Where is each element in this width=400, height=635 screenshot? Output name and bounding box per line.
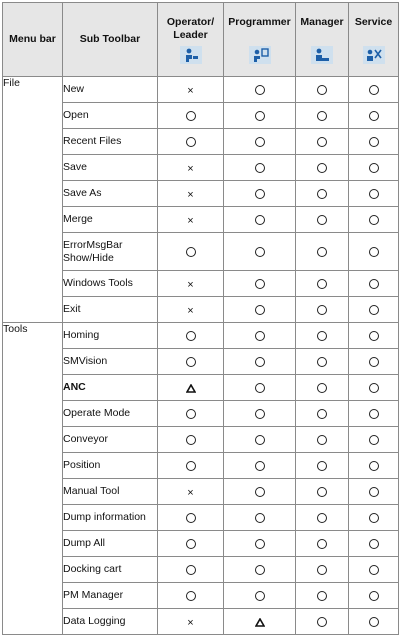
circle-mark — [255, 111, 265, 121]
permission-cell — [158, 181, 224, 207]
table-row — [3, 297, 399, 323]
circle-mark — [317, 247, 327, 257]
permission-cell — [296, 531, 349, 557]
sub-toolbar-cell: Homing — [63, 323, 158, 349]
circle-mark — [255, 591, 265, 601]
circle-mark — [317, 279, 327, 289]
circle-mark — [255, 331, 265, 341]
permission-cell — [349, 583, 399, 609]
sub-toolbar-cell: PM Manager — [63, 583, 158, 609]
circle-mark — [255, 189, 265, 199]
circle-mark — [317, 461, 327, 471]
permission-cell — [158, 401, 224, 427]
circle-mark — [369, 279, 379, 289]
permission-cell — [349, 77, 399, 103]
table-row — [3, 609, 399, 635]
permission-cell — [349, 609, 399, 635]
header-label: Programmer — [228, 15, 291, 28]
sub-toolbar-cell: New — [63, 77, 158, 103]
circle-mark — [369, 357, 379, 367]
sub-toolbar-cell: Save — [63, 155, 158, 181]
sub-toolbar-cell: Data Logging — [63, 609, 158, 635]
circle-mark — [369, 513, 379, 523]
circle-mark — [255, 163, 265, 173]
permission-cell — [158, 427, 224, 453]
header-menu-bar: Menu bar — [3, 3, 63, 77]
permission-cell — [296, 129, 349, 155]
permission-cell — [224, 375, 296, 401]
table-row — [3, 505, 399, 531]
permission-cell — [224, 323, 296, 349]
sub-toolbar-cell: ErrorMsgBar Show/Hide — [63, 233, 158, 271]
circle-mark — [369, 85, 379, 95]
permission-table — [2, 2, 399, 635]
permission-cell — [224, 349, 296, 375]
permission-cell — [296, 271, 349, 297]
header-label: Operator/ Leader — [166, 15, 215, 41]
circle-mark — [317, 565, 327, 575]
permission-cell — [158, 77, 224, 103]
circle-mark — [369, 409, 379, 419]
sub-toolbar-cell: Dump All — [63, 531, 158, 557]
circle-mark — [317, 617, 327, 627]
permission-cell — [224, 129, 296, 155]
permission-cell — [296, 233, 349, 271]
table-row — [3, 583, 399, 609]
sub-toolbar-cell: Recent Files — [63, 129, 158, 155]
permission-cell — [224, 557, 296, 583]
permission-cell — [296, 479, 349, 505]
circle-mark — [186, 461, 196, 471]
permission-cell — [349, 479, 399, 505]
sub-toolbar-cell: Docking cart — [63, 557, 158, 583]
table-row — [3, 375, 399, 401]
sub-toolbar-cell: Operate Mode — [63, 401, 158, 427]
table-row — [3, 129, 399, 155]
permission-cell — [296, 505, 349, 531]
sub-toolbar-cell: Exit — [63, 297, 158, 323]
circle-mark — [369, 487, 379, 497]
operator-icon — [180, 46, 202, 64]
permission-cell — [349, 155, 399, 181]
permission-cell — [158, 609, 224, 635]
circle-mark — [369, 435, 379, 445]
permission-cell — [224, 297, 296, 323]
circle-mark — [255, 461, 265, 471]
triangle-mark — [186, 384, 196, 393]
circle-mark — [317, 111, 327, 121]
circle-mark — [255, 539, 265, 549]
permission-cell — [349, 531, 399, 557]
circle-mark — [186, 357, 196, 367]
permission-cell — [296, 103, 349, 129]
menu-cell: Tools — [3, 323, 63, 635]
circle-mark — [255, 85, 265, 95]
circle-mark — [317, 539, 327, 549]
circle-mark — [186, 111, 196, 121]
permission-cell — [158, 233, 224, 271]
permission-cell — [349, 271, 399, 297]
table-row — [3, 453, 399, 479]
sub-toolbar-cell: Save As — [63, 181, 158, 207]
permission-cell — [158, 531, 224, 557]
circle-mark — [369, 111, 379, 121]
header-operator-leader — [158, 3, 224, 77]
circle-mark — [369, 617, 379, 627]
permission-cell — [224, 181, 296, 207]
circle-mark — [317, 591, 327, 601]
table-row — [3, 401, 399, 427]
permission-cell — [296, 583, 349, 609]
permission-cell — [296, 401, 349, 427]
permission-cell — [349, 557, 399, 583]
triangle-mark — [255, 618, 265, 627]
permission-cell — [158, 349, 224, 375]
circle-mark — [255, 513, 265, 523]
table-row — [3, 349, 399, 375]
permission-cell — [349, 323, 399, 349]
permission-cell — [349, 103, 399, 129]
table-row — [3, 181, 399, 207]
permission-cell — [296, 453, 349, 479]
circle-mark — [369, 539, 379, 549]
permission-cell — [349, 233, 399, 271]
circle-mark — [317, 383, 327, 393]
permission-cell — [349, 401, 399, 427]
table-row — [3, 155, 399, 181]
cross-mark: × — [187, 278, 194, 291]
permission-cell — [296, 207, 349, 233]
permission-cell — [296, 349, 349, 375]
circle-mark — [186, 539, 196, 549]
permission-cell — [158, 297, 224, 323]
circle-mark — [186, 409, 196, 419]
sub-toolbar-cell: SMVision — [63, 349, 158, 375]
circle-mark — [369, 163, 379, 173]
circle-mark — [317, 137, 327, 147]
permission-cell — [224, 453, 296, 479]
circle-mark — [369, 565, 379, 575]
circle-mark — [317, 215, 327, 225]
permission-cell — [224, 155, 296, 181]
circle-mark — [255, 383, 265, 393]
circle-mark — [317, 513, 327, 523]
header-service — [349, 3, 399, 77]
permission-cell — [158, 583, 224, 609]
permission-cell — [158, 375, 224, 401]
cross-mark: × — [187, 162, 194, 175]
circle-mark — [186, 247, 196, 257]
permission-cell — [296, 297, 349, 323]
permission-cell — [349, 505, 399, 531]
circle-mark — [369, 215, 379, 225]
permission-cell — [224, 103, 296, 129]
circle-mark — [369, 305, 379, 315]
permission-cell — [224, 427, 296, 453]
cross-mark: × — [187, 84, 194, 97]
permission-cell — [158, 479, 224, 505]
sub-toolbar-cell: Open — [63, 103, 158, 129]
permission-cell — [296, 375, 349, 401]
circle-mark — [369, 247, 379, 257]
table-row — [3, 207, 399, 233]
sub-toolbar-cell: Manual Tool — [63, 479, 158, 505]
header-label: Service — [354, 15, 393, 28]
permission-cell — [158, 155, 224, 181]
circle-mark — [317, 163, 327, 173]
circle-mark — [317, 189, 327, 199]
circle-mark — [317, 357, 327, 367]
permission-cell — [158, 129, 224, 155]
circle-mark — [255, 215, 265, 225]
permission-cell — [296, 609, 349, 635]
cross-mark: × — [187, 214, 194, 227]
permission-cell — [224, 531, 296, 557]
circle-mark — [255, 435, 265, 445]
circle-mark — [255, 409, 265, 419]
permission-cell — [158, 103, 224, 129]
permission-cell — [158, 207, 224, 233]
circle-mark — [186, 513, 196, 523]
header-programmer — [224, 3, 296, 77]
circle-mark — [255, 137, 265, 147]
header-sub-toolbar: Sub Toolbar — [63, 3, 158, 77]
table-row — [3, 557, 399, 583]
circle-mark — [186, 565, 196, 575]
circle-mark — [186, 137, 196, 147]
permission-cell — [349, 453, 399, 479]
circle-mark — [186, 591, 196, 601]
table-body — [3, 77, 399, 635]
table-row — [3, 427, 399, 453]
circle-mark — [186, 331, 196, 341]
permission-cell — [224, 583, 296, 609]
table-header — [3, 3, 399, 77]
menu-cell: File — [3, 77, 63, 323]
permission-cell — [224, 505, 296, 531]
permission-cell — [349, 181, 399, 207]
sub-toolbar-cell: Dump information — [63, 505, 158, 531]
service-icon — [363, 46, 385, 64]
permission-cell — [296, 77, 349, 103]
permission-cell — [224, 233, 296, 271]
cross-mark: × — [187, 616, 194, 629]
permission-cell — [349, 349, 399, 375]
table-row — [3, 77, 399, 103]
circle-mark — [255, 279, 265, 289]
circle-mark — [369, 189, 379, 199]
sub-toolbar-cell: ANC — [63, 375, 158, 401]
circle-mark — [317, 409, 327, 419]
circle-mark — [369, 591, 379, 601]
circle-mark — [255, 305, 265, 315]
sub-toolbar-cell: Merge — [63, 207, 158, 233]
table-row — [3, 271, 399, 297]
sub-toolbar-cell: Windows Tools — [63, 271, 158, 297]
cross-mark: × — [187, 304, 194, 317]
sub-toolbar-cell: Conveyor — [63, 427, 158, 453]
table-row — [3, 531, 399, 557]
permission-cell — [296, 557, 349, 583]
permission-cell — [158, 323, 224, 349]
circle-mark — [317, 331, 327, 341]
cross-mark: × — [187, 486, 194, 499]
permission-cell — [158, 453, 224, 479]
table-row — [3, 479, 399, 505]
permission-cell — [349, 427, 399, 453]
permission-cell — [349, 207, 399, 233]
permission-cell — [158, 505, 224, 531]
permission-cell — [296, 323, 349, 349]
header-manager — [296, 3, 349, 77]
manager-icon — [311, 46, 333, 64]
circle-mark — [369, 383, 379, 393]
permission-cell — [296, 155, 349, 181]
permission-cell — [296, 427, 349, 453]
permission-cell — [224, 479, 296, 505]
circle-mark — [317, 487, 327, 497]
sub-toolbar-cell: Position — [63, 453, 158, 479]
permission-cell — [224, 207, 296, 233]
permission-cell — [296, 181, 349, 207]
permission-cell — [349, 297, 399, 323]
cross-mark: × — [187, 188, 194, 201]
permission-cell — [224, 401, 296, 427]
permission-cell — [158, 557, 224, 583]
programmer-icon — [249, 46, 271, 64]
permission-cell — [224, 609, 296, 635]
circle-mark — [255, 565, 265, 575]
circle-mark — [317, 435, 327, 445]
table-row — [3, 233, 399, 271]
header-label: Manager — [300, 15, 344, 28]
permission-cell — [224, 77, 296, 103]
circle-mark — [255, 487, 265, 497]
circle-mark — [186, 435, 196, 445]
permission-cell — [224, 271, 296, 297]
permission-cell — [349, 129, 399, 155]
circle-mark — [255, 247, 265, 257]
permission-cell — [349, 375, 399, 401]
permission-cell — [158, 271, 224, 297]
circle-mark — [317, 85, 327, 95]
table-row — [3, 323, 399, 349]
circle-mark — [317, 305, 327, 315]
table-row — [3, 103, 399, 129]
circle-mark — [369, 331, 379, 341]
circle-mark — [255, 357, 265, 367]
circle-mark — [369, 137, 379, 147]
circle-mark — [369, 461, 379, 471]
